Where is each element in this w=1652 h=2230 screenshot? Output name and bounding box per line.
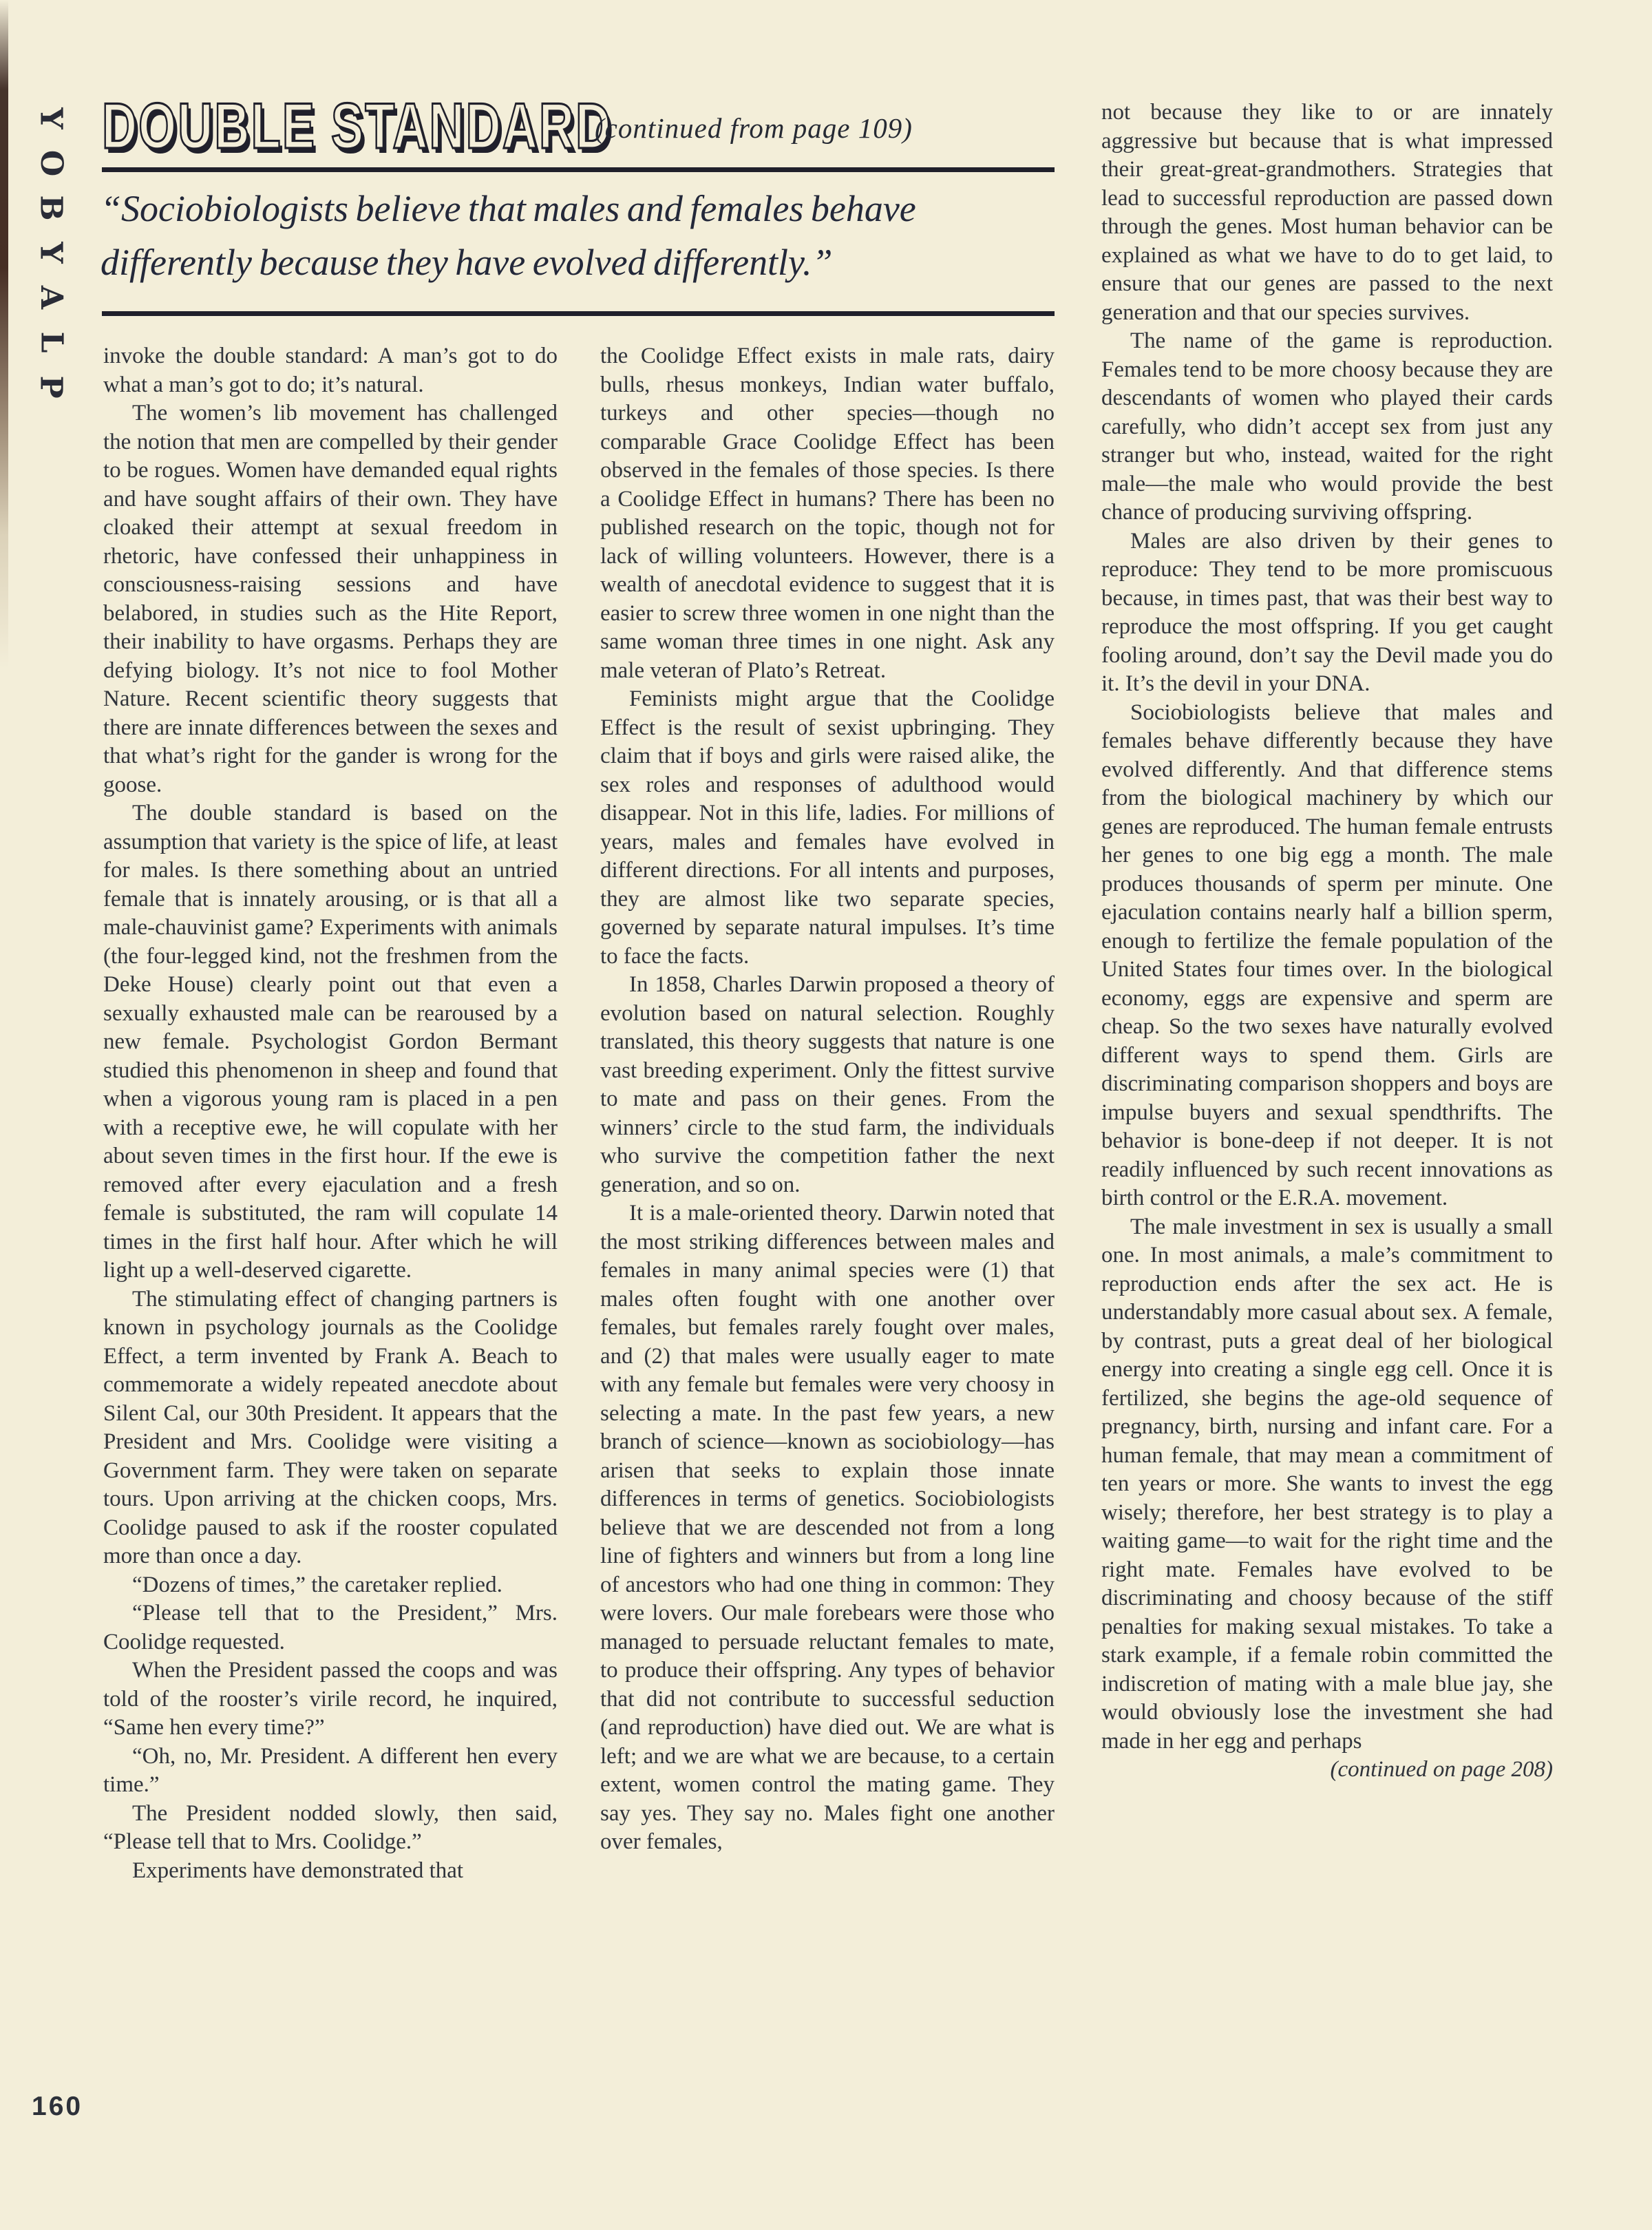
text-column-1 xyxy=(103,342,558,1885)
paragraph: The male investment in sex is usually a small one. In most animals, a male’s commitment to reproduction ends after the sex act. He is understandably more casual about sex. A female, by contrast, puts a great deal of her biological energy into creating a single egg cell. Once it is fertilized, she begins the age-old sequence of pregnancy, birth, nursing and infant care. For a human female, that may mean a commitment of ten years or more. She wants to invest the egg wisely; therefore, her best strategy is to play a waiting game—to wait for the right time and the right mate. Females have evolved to be discriminating and choosy because of the stiff penalties for making sexual mistakes. To take a stark example, if a female robin committed the indiscretion of mating with a male blue jay, she would obviously lose the investment she had made in her egg and perhaps xyxy=(1101,1214,1553,1754)
spine-letter: P xyxy=(34,375,69,399)
spine-letter: Y xyxy=(33,242,69,264)
continued-on-note: (continued on page 208) xyxy=(1330,1757,1553,1782)
paragraph: “Please tell that to the President,” Mrs. Coolidge requested. xyxy=(103,1601,558,1654)
paragraph: The President nodded slowly, then said, “Please tell that to Mrs. Coolidge.” xyxy=(103,1800,558,1854)
spine-letter: A xyxy=(33,285,69,310)
paragraph: The name of the game is reproduction. Females tend to be more choosy because they are descendants of women who played their cards carefully, who didn’t accept sex from just any stranger but who, instead, waited for the right male—the male who would provide the best chance of producing surviving offspring. xyxy=(1101,328,1553,525)
spine-letter: Y xyxy=(33,107,69,129)
paragraph: It is a male-oriented theory. Darwin noted that the most striking differences between males and females in many animal species were (1) that males often fought with one another over females, but females rarely fought over males, and (2) that males were usually eager to mate with any female but females were very choosy in selecting a mate. In the past few years, a new branch of science—known as sociobiology—has arisen that seeks to explain those innate differences in terms of genetics. Sociobiologists believe that we are descended not from a long line of fighters and winners but from a long line of ancestors who had one thing in common: They were lovers. Our male forebears were those who managed to persuade reluctant females to mate, to produce their offspring. Any types of behavior that did not contribute to successful seduction (and reproduction) have died out. We are what is left; and we are what we are because, to a certain extent, women control the mating game. They say yes. They say no. Males fight one another over females, xyxy=(600,1201,1055,1854)
divider-rule-bottom xyxy=(102,311,1055,316)
paragraph: The women’s lib movement has challenged the notion that men are compelled by their gender to be rogues. Women have demanded equal rights and have sought affairs of their own. They have cloaked their attempt at sexual freedom in rhetoric, have confessed their unhappiness in consciousness-raising sessions and have belabored, in studies such as the Hite Report, their inability to have orgasms. Perhaps they are defying biology. It’s not nice to fool Mother Nature. Recent scientific theory suggests that there are innate differences between the sexes and that what’s right for the gander is wrong for the goose. xyxy=(103,401,558,797)
paragraph: not because they like to or are innately aggressive but because that is what impressed their great-great-grandmothers. Strategies that lead to successful reproduction are passed down through the genes. Most human behavior can be explained as what we have to do to get laid, to ensure that our genes are passed to the next generation and that our species survives. xyxy=(1101,100,1553,325)
spine-letter: B xyxy=(33,195,69,221)
paragraph: Males are also driven by their genes to reproduce: They tend to be more promiscuous because, in times past, that was their best way to reproduce the most offspring. If you get caught fooling around, don’t say the Devil made you do it. It’s the devil in your DNA. xyxy=(1101,528,1553,696)
paragraph: the Coolidge Effect exists in male rats, dairy bulls, rhesus monkeys, Indian water buffalo, turkeys and other species—though no comparable Grace Coolidge Effect has been observed in the females of those species. Is there a Coolidge Effect in humans? There has been no published research on the topic, though not for lack of willing volunteers. However, there is a wealth of anecdotal evidence to suggest that it is easier to screw three women in one night than the same woman three times in one night. Ask any male veteran of Plato’s Retreat. xyxy=(600,344,1055,683)
article-title: DOUBLE STANDARD xyxy=(102,90,613,162)
continued-from-note: (continued from page 109) xyxy=(595,112,913,144)
spine-letter: O xyxy=(33,149,69,177)
spine-letter: L xyxy=(34,331,69,353)
paragraph: The stimulating effect of changing partners is known in psychology journals as the Coolidge Effect, a term invented by Frank A. Beach to commemorate a widely repeated anecdote about Silent Cal, our 30th President. It appears that the President and Mrs. Coolidge were visiting a Government farm. They were taken on separate tours. Upon arriving at the chicken coops, Mrs. Coolidge paused to ask if the rooster copulated more than once a day. xyxy=(103,1286,558,1568)
page-number: 160 xyxy=(32,2092,83,2121)
paragraph: The double standard is based on the assumption that variety is the spice of life, at least for males. Is there something about an untried female that is innately arousing, or is that all a male-chauvinist game? Experiments with animals (the four-legged kind, not the freshmen from the Deke House) clearly point out that even a sexually exhausted male can be rearoused by a new female. Psychologist Gordon Bermant studied this phenomenon in sheep and found that when a vigorous young ram is placed in a pen with a receptive ewe, he will copulate with her about seven times in the first hour. If the ewe is removed after every ejaculation and a fresh female is substituted, the ram will copulate 14 times in the first half hour. After which he will light up a well-deserved cigarette. xyxy=(103,801,558,1283)
paragraph: invoke the double standard: A man’s got to do what a man’s got to do; it’s natural. xyxy=(103,344,558,397)
paragraph: In 1858, Charles Darwin proposed a theory of evolution based on natural selection. Roughly translated, this theory suggests that nature is one vast breeding experiment. Only the fittest survive to mate and pass on their genes. From the winners’ circle to the stud farm, the individuals who survive the competition father the next generation, and so on. xyxy=(600,972,1055,1197)
paragraph: Sociobiologists believe that males and females behave differently because they have evolved differently. And that difference stems from the biological machinery by which our genes are reproduced. The human female entrusts her genes to one big egg a month. The male produces thousands of sperm per minute. One ejaculation contains nearly half a billion sperm, enough to fertilize the female population of the United States four times over. In the biological economy, eggs are expensive and sperm are cheap. So the two sexes have naturally evolved different ways to spend them. Girls are discriminating comparison shoppers and boys are impulse buyers and sexual spendthrifts. The behavior is bone-deep if not deeper. It is not readily influenced by such recent innovations as birth control or the E.R.A. movement. xyxy=(1101,699,1553,1210)
magazine-spine-text xyxy=(29,103,73,402)
text-column-2 xyxy=(600,342,1055,1857)
paragraph: Experiments have demonstrated that xyxy=(132,1858,464,1883)
text-column-3 xyxy=(1101,98,1553,1785)
divider-rule-top xyxy=(102,167,1055,172)
paragraph: Feminists might argue that the Coolidge Effect is the result of sexist upbringing. They claim that if boys and girls were raised alike, the sex roles and responses of adulthood would disappear. Not in this life, ladies. For millions of years, males and females have evolved in different directions. For all intents and purposes, they are almost like two separate species, governed by separate natural impulses. It’s time to face the facts. xyxy=(600,686,1055,969)
paragraph: “Oh, no, Mr. President. A different hen every time.” xyxy=(103,1743,558,1797)
paragraph: When the President passed the coops and was told of the rooster’s virile record, he inquired, “Same hen every time?” xyxy=(103,1658,558,1740)
paragraph: “Dozens of times,” the caretaker replied. xyxy=(132,1572,502,1597)
pull-quote: “Sociobiologists believe that males and females behave differently because they have evolved differently.” xyxy=(100,188,916,283)
page-edge-shadow xyxy=(0,0,8,2230)
